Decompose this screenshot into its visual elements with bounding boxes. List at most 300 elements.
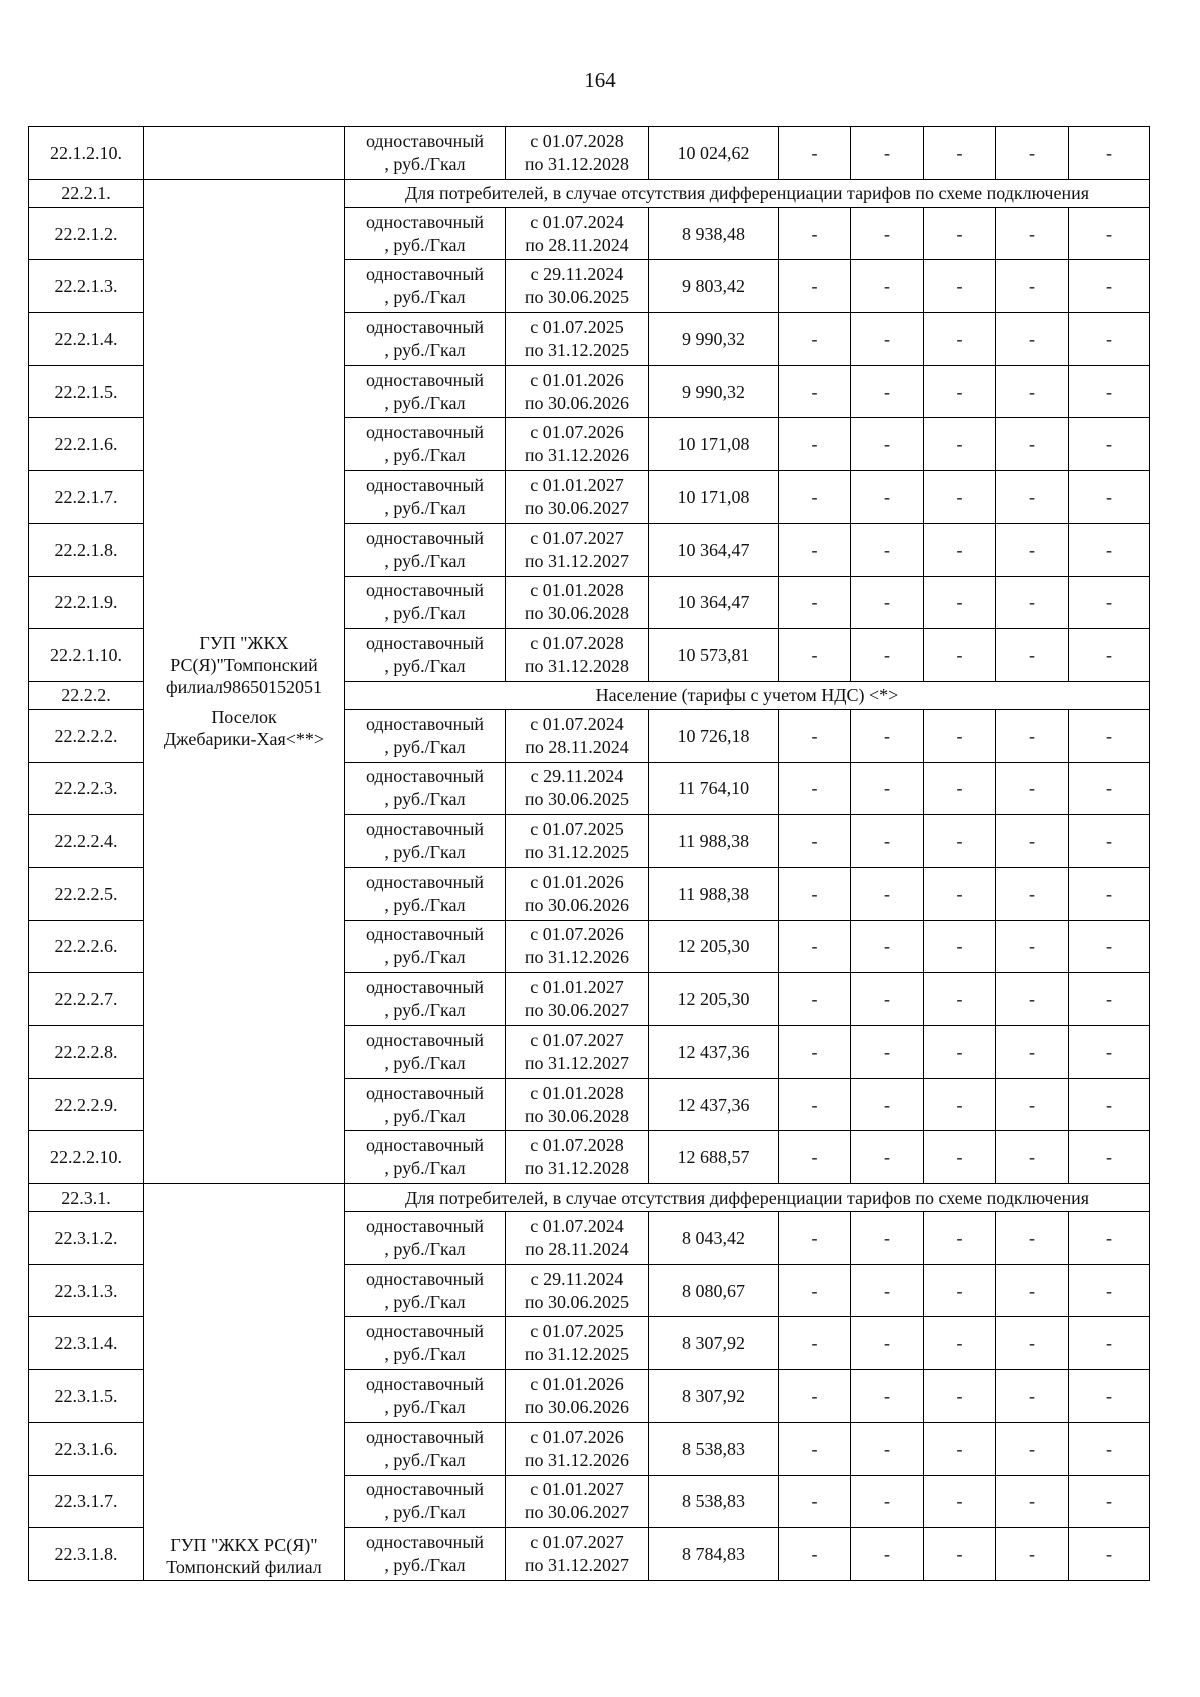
empty-value-cell: -	[779, 815, 851, 868]
empty-value-cell: -	[996, 629, 1069, 682]
organization-cell	[144, 179, 345, 1183]
period-to: по 31.12.2027	[524, 1052, 630, 1073]
rate-type-cell	[345, 1026, 506, 1079]
empty-value-cell: -	[996, 471, 1069, 524]
period-from: с 01.07.2024	[530, 713, 624, 734]
tariff-value-cell: 10 364,47	[649, 523, 779, 576]
tariff-value-cell: 8 538,83	[649, 1475, 779, 1528]
rate-unit-label: , руб./Гкал	[384, 153, 466, 174]
period-to: по 28.11.2024	[525, 234, 629, 255]
period-to: по 31.12.2028	[524, 1158, 630, 1179]
period-from: с 01.07.2024	[530, 211, 624, 232]
empty-value-cell: -	[924, 127, 996, 180]
empty-value-cell: -	[779, 1528, 851, 1581]
row-number-cell: 22.3.1.4.	[29, 1317, 144, 1370]
empty-value-cell: -	[996, 973, 1069, 1026]
rate-unit-label: , руб./Гкал	[384, 287, 466, 308]
organization-branch: Томпонский филиал	[166, 1556, 322, 1577]
period-cell	[506, 1370, 649, 1423]
empty-value-cell: -	[924, 973, 996, 1026]
rate-type-cell	[345, 1422, 506, 1475]
period-cell	[506, 1212, 649, 1265]
empty-value-cell: -	[996, 1026, 1069, 1079]
tariff-value-cell: 8 307,92	[649, 1370, 779, 1423]
empty-value-cell: -	[924, 260, 996, 313]
period-from: с 01.07.2025	[530, 1321, 624, 1342]
tariff-value-cell: 12 688,57	[649, 1131, 779, 1184]
rate-type-label: одноставочный	[365, 1082, 485, 1103]
organization-cell	[144, 127, 345, 180]
empty-value-cell: -	[924, 920, 996, 973]
row-number-cell: 22.2.2.7.	[29, 973, 144, 1026]
row-number-cell: 22.2.1.9.	[29, 576, 144, 629]
empty-value-cell: -	[779, 260, 851, 313]
empty-value-cell: -	[996, 1317, 1069, 1370]
tariff-value-cell: 8 307,92	[649, 1317, 779, 1370]
empty-value-cell: -	[1069, 1078, 1150, 1131]
row-number-cell: 22.2.2.3.	[29, 762, 144, 815]
rate-type-label: одноставочный	[365, 211, 485, 232]
empty-value-cell: -	[1069, 1131, 1150, 1184]
row-number-cell: 22.3.1.6.	[29, 1422, 144, 1475]
rate-type-cell	[345, 709, 506, 762]
empty-value-cell: -	[1069, 629, 1150, 682]
organization-name: ГУП "ЖКХ РС(Я)"	[170, 1534, 318, 1555]
section-title-cell: Для потребителей, в случае отсутствия дифференциации тарифов по схеме подключения	[345, 1184, 1150, 1212]
rate-type-cell	[345, 365, 506, 418]
empty-value-cell: -	[924, 523, 996, 576]
empty-value-cell: -	[851, 313, 924, 366]
period-to: по 31.12.2028	[524, 656, 630, 677]
organization-branch: Томпонский филиал	[165, 654, 318, 697]
empty-value-cell: -	[779, 207, 851, 260]
empty-value-cell: -	[1069, 1026, 1150, 1079]
rate-type-label: одноставочный	[365, 871, 485, 892]
rate-type-cell	[345, 1264, 506, 1317]
rate-unit-label: , руб./Гкал	[384, 392, 466, 413]
empty-value-cell: -	[851, 1317, 924, 1370]
period-from: с 01.07.2027	[530, 1532, 624, 1553]
row-number-cell: 22.3.1.8.	[29, 1528, 144, 1581]
empty-value-cell: -	[851, 815, 924, 868]
empty-value-cell: -	[851, 1264, 924, 1317]
period-from: с 01.01.2027	[530, 977, 624, 998]
period-to: по 31.12.2025	[524, 842, 630, 863]
rate-unit-label: , руб./Гкал	[384, 894, 466, 915]
tariff-value-cell: 10 726,18	[649, 709, 779, 762]
tariff-value-cell: 8 080,67	[649, 1264, 779, 1317]
empty-value-cell: -	[1069, 418, 1150, 471]
rate-unit-label: , руб./Гкал	[384, 656, 466, 677]
tariff-value-cell: 9 803,42	[649, 260, 779, 313]
empty-value-cell: -	[1069, 127, 1150, 180]
rate-type-label: одноставочный	[365, 130, 485, 151]
rate-unit-label: , руб./Гкал	[384, 789, 466, 810]
empty-value-cell: -	[851, 365, 924, 418]
rate-type-label: одноставочный	[365, 316, 485, 337]
empty-value-cell: -	[851, 207, 924, 260]
rate-unit-label: , руб./Гкал	[384, 550, 466, 571]
row-number-cell: 22.2.1.4.	[29, 313, 144, 366]
empty-value-cell: -	[924, 1264, 996, 1317]
row-number-cell: 22.2.1.6.	[29, 418, 144, 471]
period-to: по 31.12.2026	[524, 1449, 630, 1470]
rate-unit-label: , руб./Гкал	[384, 1396, 466, 1417]
empty-value-cell: -	[851, 1422, 924, 1475]
empty-value-cell: -	[851, 127, 924, 180]
row-number-cell: 22.2.1.5.	[29, 365, 144, 418]
period-cell	[506, 576, 649, 629]
period-to: по 31.12.2026	[524, 445, 630, 466]
rate-unit-label: , руб./Гкал	[384, 1502, 466, 1523]
empty-value-cell: -	[779, 762, 851, 815]
empty-value-cell: -	[851, 1370, 924, 1423]
period-from: с 01.07.2028	[530, 130, 624, 151]
period-from: с 01.01.2028	[530, 580, 624, 601]
empty-value-cell: -	[851, 973, 924, 1026]
period-from: с 01.07.2028	[530, 1135, 624, 1156]
empty-value-cell: -	[779, 127, 851, 180]
rate-type-label: одноставочный	[365, 633, 485, 654]
tariff-value-cell: 12 205,30	[649, 973, 779, 1026]
row-number-cell: 22.3.1.	[29, 1184, 144, 1212]
tariff-value-cell: 9 990,32	[649, 365, 779, 418]
period-to: по 30.06.2028	[524, 603, 630, 624]
rate-type-label: одноставочный	[365, 819, 485, 840]
empty-value-cell: -	[1069, 313, 1150, 366]
rate-unit-label: , руб./Гкал	[384, 497, 466, 518]
period-cell	[506, 1422, 649, 1475]
empty-value-cell: -	[924, 1422, 996, 1475]
empty-value-cell: -	[924, 1131, 996, 1184]
period-from: с 01.07.2026	[530, 924, 624, 945]
period-to: по 30.06.2027	[524, 1000, 630, 1021]
empty-value-cell: -	[851, 762, 924, 815]
row-number-cell: 22.3.1.2.	[29, 1212, 144, 1265]
period-cell	[506, 418, 649, 471]
row-number-cell: 22.2.2.10.	[29, 1131, 144, 1184]
period-cell	[506, 867, 649, 920]
rate-unit-label: , руб./Гкал	[384, 1238, 466, 1259]
empty-value-cell: -	[779, 629, 851, 682]
empty-value-cell: -	[924, 1212, 996, 1265]
rate-type-cell	[345, 418, 506, 471]
empty-value-cell: -	[779, 973, 851, 1026]
period-cell	[506, 260, 649, 313]
empty-value-cell: -	[1069, 1528, 1150, 1581]
empty-value-cell: -	[851, 1528, 924, 1581]
rate-type-label: одноставочный	[365, 1479, 485, 1500]
rate-type-cell	[345, 471, 506, 524]
period-cell	[506, 1317, 649, 1370]
empty-value-cell: -	[779, 1422, 851, 1475]
rate-type-cell	[345, 629, 506, 682]
rate-type-label: одноставочный	[365, 1215, 485, 1236]
rate-type-cell	[345, 523, 506, 576]
rate-type-label: одноставочный	[365, 422, 485, 443]
empty-value-cell: -	[779, 1131, 851, 1184]
period-to: по 30.06.2026	[524, 392, 630, 413]
empty-value-cell: -	[1069, 1475, 1150, 1528]
section-title-cell: Для потребителей, в случае отсутствия дифференциации тарифов по схеме подключения	[345, 179, 1150, 207]
rate-type-label: одноставочный	[365, 924, 485, 945]
tariff-value-cell: 8 784,83	[649, 1528, 779, 1581]
rate-type-cell	[345, 867, 506, 920]
empty-value-cell: -	[1069, 867, 1150, 920]
empty-value-cell: -	[779, 1370, 851, 1423]
empty-value-cell: -	[924, 418, 996, 471]
period-from: с 01.01.2026	[530, 871, 624, 892]
period-cell	[506, 313, 649, 366]
period-to: по 28.11.2024	[525, 1238, 629, 1259]
rate-type-label: одноставочный	[365, 977, 485, 998]
period-from: с 01.07.2027	[530, 1029, 624, 1050]
tariff-value-cell: 12 437,36	[649, 1026, 779, 1079]
period-to: по 30.06.2027	[524, 497, 630, 518]
rate-type-label: одноставочный	[365, 527, 485, 548]
period-to: по 30.06.2025	[524, 1291, 630, 1312]
empty-value-cell: -	[924, 1475, 996, 1528]
empty-value-cell: -	[1069, 471, 1150, 524]
tariff-value-cell: 12 205,30	[649, 920, 779, 973]
empty-value-cell: -	[779, 418, 851, 471]
row-number-cell: 22.2.2.8.	[29, 1026, 144, 1079]
rate-type-label: одноставочный	[365, 713, 485, 734]
period-cell	[506, 1475, 649, 1528]
rate-type-label: одноставочный	[365, 369, 485, 390]
empty-value-cell: -	[779, 1078, 851, 1131]
tariff-value-cell: 11 764,10	[649, 762, 779, 815]
period-to: по 31.12.2025	[524, 1344, 630, 1365]
row-number-cell: 22.2.2.6.	[29, 920, 144, 973]
empty-value-cell: -	[924, 1317, 996, 1370]
tariff-value-cell: 9 990,32	[649, 313, 779, 366]
period-from: с 01.07.2025	[530, 316, 624, 337]
empty-value-cell: -	[924, 471, 996, 524]
empty-value-cell: -	[996, 867, 1069, 920]
rate-unit-label: , руб./Гкал	[384, 1052, 466, 1073]
empty-value-cell: -	[996, 815, 1069, 868]
period-to: по 31.12.2026	[524, 947, 630, 968]
period-cell	[506, 207, 649, 260]
period-to: по 31.12.2025	[524, 339, 630, 360]
tariff-value-cell: 10 024,62	[649, 127, 779, 180]
period-cell	[506, 762, 649, 815]
empty-value-cell: -	[996, 418, 1069, 471]
period-to: по 31.12.2027	[524, 550, 630, 571]
section-row	[29, 179, 1150, 207]
tariff-value-cell: 8 538,83	[649, 1422, 779, 1475]
period-to: по 30.06.2026	[524, 1396, 630, 1417]
rate-type-label: одноставочный	[365, 1268, 485, 1289]
row-number-cell: 22.2.1.3.	[29, 260, 144, 313]
empty-value-cell: -	[779, 709, 851, 762]
rate-type-label: одноставочный	[365, 580, 485, 601]
period-cell	[506, 1078, 649, 1131]
empty-value-cell: -	[924, 815, 996, 868]
empty-value-cell: -	[779, 365, 851, 418]
row-number-cell: 22.3.1.3.	[29, 1264, 144, 1317]
rate-type-label: одноставочный	[365, 1029, 485, 1050]
empty-value-cell: -	[1069, 207, 1150, 260]
period-cell	[506, 471, 649, 524]
row-number-cell: 22.2.2.5.	[29, 867, 144, 920]
empty-value-cell: -	[1069, 1422, 1150, 1475]
empty-value-cell: -	[851, 1078, 924, 1131]
page-number: 164	[584, 68, 616, 92]
rate-type-cell	[345, 576, 506, 629]
settlement-name: Поселок	[211, 706, 277, 727]
rate-unit-label: , руб./Гкал	[384, 445, 466, 466]
rate-type-cell	[345, 1317, 506, 1370]
row-number-cell: 22.2.1.8.	[29, 523, 144, 576]
period-from: с 01.01.2026	[530, 1373, 624, 1394]
period-from: с 29.11.2024	[530, 264, 624, 285]
empty-value-cell: -	[996, 1422, 1069, 1475]
tariff-table	[28, 126, 1150, 1581]
row-number-cell: 22.2.2.	[29, 681, 144, 709]
rate-type-cell	[345, 815, 506, 868]
period-from: с 01.01.2027	[530, 474, 624, 495]
period-cell	[506, 523, 649, 576]
empty-value-cell: -	[851, 260, 924, 313]
rate-type-cell	[345, 1131, 506, 1184]
rate-unit-label: , руб./Гкал	[384, 1158, 466, 1179]
row-number-cell: 22.2.1.2.	[29, 207, 144, 260]
empty-value-cell: -	[779, 1264, 851, 1317]
period-from: с 29.11.2024	[530, 766, 624, 787]
rate-type-label: одноставочный	[365, 1532, 485, 1553]
row-number-cell: 22.2.1.7.	[29, 471, 144, 524]
empty-value-cell: -	[924, 629, 996, 682]
row-number-cell: 22.2.1.	[29, 179, 144, 207]
empty-value-cell: -	[996, 260, 1069, 313]
period-to: по 28.11.2024	[525, 736, 629, 757]
rate-unit-label: , руб./Гкал	[384, 1291, 466, 1312]
period-from: с 01.07.2026	[530, 1426, 624, 1447]
tariff-value-cell: 10 171,08	[649, 418, 779, 471]
tariff-value-cell: 12 437,36	[649, 1078, 779, 1131]
rate-unit-label: , руб./Гкал	[384, 1449, 466, 1470]
period-cell	[506, 709, 649, 762]
rate-type-cell	[345, 207, 506, 260]
empty-value-cell: -	[1069, 709, 1150, 762]
empty-value-cell: -	[924, 762, 996, 815]
empty-value-cell: -	[1069, 1370, 1150, 1423]
rate-type-label: одноставочный	[365, 1135, 485, 1156]
empty-value-cell: -	[779, 1212, 851, 1265]
period-from: с 01.07.2026	[530, 422, 624, 443]
rate-type-cell	[345, 1078, 506, 1131]
row-number-cell: 22.2.2.4.	[29, 815, 144, 868]
period-from: с 01.01.2026	[530, 369, 624, 390]
empty-value-cell: -	[996, 1264, 1069, 1317]
empty-value-cell: -	[851, 576, 924, 629]
empty-value-cell: -	[851, 1026, 924, 1079]
period-to: по 30.06.2027	[524, 1502, 630, 1523]
empty-value-cell: -	[1069, 973, 1150, 1026]
empty-value-cell: -	[1069, 1317, 1150, 1370]
empty-value-cell: -	[779, 920, 851, 973]
period-cell	[506, 920, 649, 973]
empty-value-cell: -	[996, 1078, 1069, 1131]
empty-value-cell: -	[1069, 920, 1150, 973]
empty-value-cell: -	[851, 920, 924, 973]
rate-unit-label: , руб./Гкал	[384, 1555, 466, 1576]
period-from: с 01.01.2027	[530, 1479, 624, 1500]
rate-unit-label: , руб./Гкал	[384, 1105, 466, 1126]
empty-value-cell: -	[779, 471, 851, 524]
empty-value-cell: -	[779, 1026, 851, 1079]
organization-cell	[144, 1184, 345, 1581]
rate-type-label: одноставочный	[365, 474, 485, 495]
empty-value-cell: -	[996, 762, 1069, 815]
empty-value-cell: -	[779, 1475, 851, 1528]
row-number-cell: 22.1.2.10.	[29, 127, 144, 180]
footnote-mark: <**>	[285, 728, 325, 749]
empty-value-cell: -	[996, 207, 1069, 260]
empty-value-cell: -	[779, 1317, 851, 1370]
empty-value-cell: -	[924, 709, 996, 762]
empty-value-cell: -	[924, 1528, 996, 1581]
period-cell	[506, 1026, 649, 1079]
rate-type-cell	[345, 1528, 506, 1581]
row-number-cell: 22.2.2.2.	[29, 709, 144, 762]
organization-code: 98650152051	[223, 676, 323, 697]
tariff-value-cell: 8 938,48	[649, 207, 779, 260]
empty-value-cell: -	[924, 1370, 996, 1423]
period-cell	[506, 1528, 649, 1581]
empty-value-cell: -	[779, 523, 851, 576]
rate-type-label: одноставочный	[365, 1373, 485, 1394]
row-number-cell: 22.2.2.9.	[29, 1078, 144, 1131]
empty-value-cell: -	[1069, 1264, 1150, 1317]
empty-value-cell: -	[1069, 260, 1150, 313]
empty-value-cell: -	[924, 1078, 996, 1131]
empty-value-cell: -	[851, 1212, 924, 1265]
rate-type-cell	[345, 313, 506, 366]
period-cell	[506, 973, 649, 1026]
empty-value-cell: -	[1069, 1212, 1150, 1265]
empty-value-cell: -	[924, 365, 996, 418]
rate-unit-label: , руб./Гкал	[384, 736, 466, 757]
empty-value-cell: -	[779, 313, 851, 366]
empty-value-cell: -	[924, 576, 996, 629]
empty-value-cell: -	[996, 1475, 1069, 1528]
empty-value-cell: -	[996, 127, 1069, 180]
empty-value-cell: -	[851, 709, 924, 762]
empty-value-cell: -	[996, 365, 1069, 418]
empty-value-cell: -	[851, 629, 924, 682]
rate-type-cell	[345, 1475, 506, 1528]
rate-type-label: одноставочный	[365, 264, 485, 285]
organization-name: ГУП "ЖКХ РС(Я)"	[170, 632, 289, 675]
period-cell	[506, 815, 649, 868]
empty-value-cell: -	[924, 867, 996, 920]
empty-value-cell: -	[996, 1370, 1069, 1423]
rate-unit-label: , руб./Гкал	[384, 1344, 466, 1365]
empty-value-cell: -	[924, 207, 996, 260]
period-to: по 30.06.2028	[524, 1105, 630, 1126]
rate-type-label: одноставочный	[365, 1426, 485, 1447]
settlement-name-cont: Джебарики-Хая	[163, 728, 286, 749]
empty-value-cell: -	[996, 1131, 1069, 1184]
empty-value-cell: -	[851, 523, 924, 576]
empty-value-cell: -	[851, 418, 924, 471]
rate-type-cell	[345, 762, 506, 815]
row-number-cell: 22.3.1.7.	[29, 1475, 144, 1528]
tariff-value-cell: 11 988,38	[649, 815, 779, 868]
